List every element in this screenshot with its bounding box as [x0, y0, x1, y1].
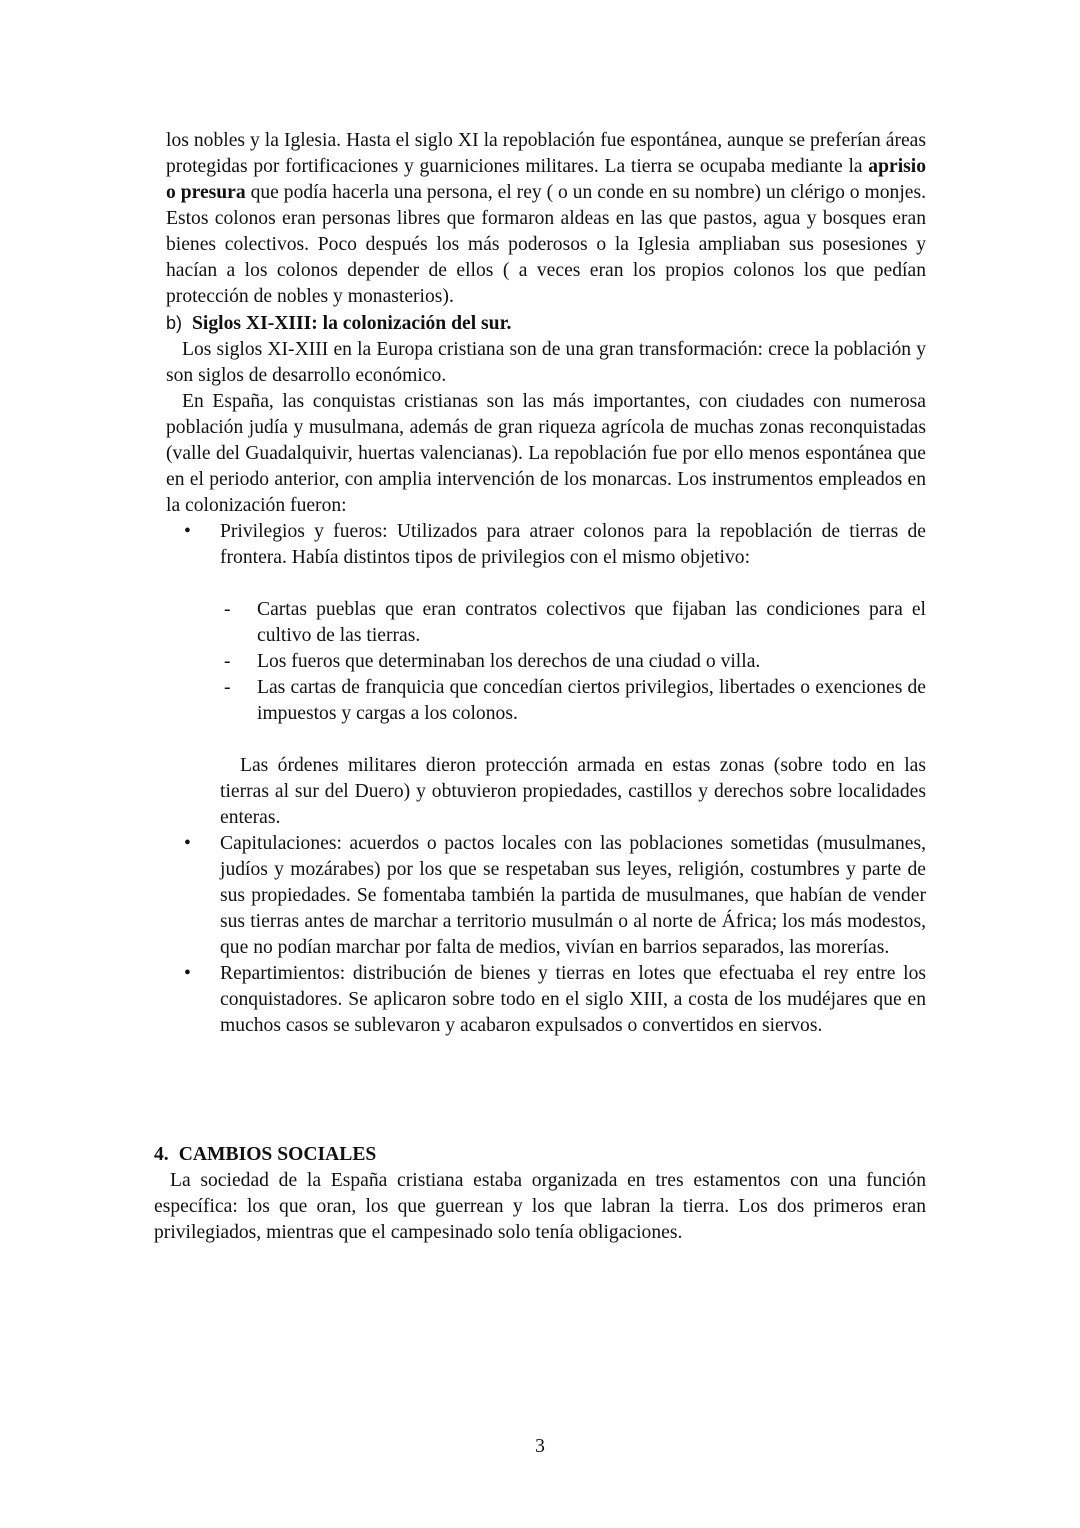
- subsection-heading: [166, 310, 926, 337]
- section-body: La sociedad de la España cristiana estaba organizada en tres estamentos con una función específica: los que oran, los que guerrean y los que labran la tierra. Los dos primeros eran privilegiados, mientras que el campesinado solo tenía obligaciones.: [154, 1170, 926, 1243]
- bullet-marker: •: [184, 521, 191, 542]
- paragraph-transformation: Los siglos XI-XIII en la Europa cristiana son de una gran transformación: crece la población y son siglos de desarrollo económico.: [166, 339, 926, 386]
- section-number: 4.: [154, 1144, 169, 1165]
- bullet-item-repartimientos: [166, 961, 926, 1039]
- page-number: 3: [535, 1436, 545, 1457]
- dash-marker: -: [224, 677, 231, 698]
- intro-paragraph: [166, 128, 926, 310]
- bullet-marker: •: [184, 833, 191, 854]
- subsection-title: Siglos XI-XIII: la colonización del sur.: [192, 313, 512, 334]
- dash-item-fueros: [166, 649, 926, 675]
- dash-item-cartas-pueblas: [166, 597, 926, 649]
- bullet-item-capitulaciones: [166, 831, 926, 961]
- paragraph-military-orders: Las órdenes militares dieron protección armada en estas zonas (sobre todo en las tierras al sur del Duero) y obtuvieron propiedades, castillos y derechos sobre localidades enteras.: [220, 755, 926, 828]
- section-heading: [154, 1142, 926, 1168]
- dash-list: [166, 597, 926, 727]
- document-body: [166, 128, 926, 1039]
- bullet-marker: •: [184, 963, 191, 984]
- paragraph-spain: En España, las conquistas cristianas son las más importantes, con ciudades con numerosa población judía y musulmana, además de gran riqueza agrícola de muchas zonas reconquistadas (valle del Guadalquivir, huertas valencianas). La repoblación fue por ello menos espontánea que en el periodo anterior, con amplia intervención de los monarcas. Los instrumentos empleados en la colonización fueron:: [166, 391, 926, 516]
- bullet-text: Capitulaciones: acuerdos o pactos locales con las poblaciones sometidas (musulmanes, judíos y mozárabes) por los que se respetaban sus leyes, religión, costumbres y parte de sus propiedades. Se fomentaba también la partida de musulmanes, que habían de vender sus tierras antes de marchar a territorio musulmán o al norte de África; los más modestos, que no podían marchar por falta de medios, vivían en barrios separados, las morerías.: [220, 833, 926, 958]
- intro-text-2: que podía hacerla una persona, el rey ( o un conde en su nombre) un clérigo o monjes. Estos colonos eran personas libres que formaron aldeas en las que pastos, agua y bosques eran bienes colectivos. Poco después los más poderosos o la Iglesia ampliaban sus posesiones y hacían a los colonos depender de ellos ( a veces eran los propios colonos los que pedían protección de nobles y monasterios).: [166, 182, 927, 307]
- dash-text: Los fueros que determinaban los derechos de una ciudad o villa.: [257, 651, 761, 672]
- dash-text: Las cartas de franquicia que concedían ciertos privilegios, libertades o exenciones de impuestos y cargas a los colonos.: [257, 677, 926, 724]
- subsection-letter: b): [166, 313, 183, 333]
- section-cambios-sociales: [154, 1142, 926, 1246]
- dash-item-cartas-franquicia: [166, 675, 926, 727]
- bullet-item-privilegios: [166, 519, 926, 571]
- dash-marker: -: [224, 599, 231, 620]
- intro-bold-term: aprisio o presura: [166, 156, 926, 203]
- dash-text: Cartas pueblas que eran contratos colectivos que fijaban las condiciones para el cultivo de las tierras.: [257, 599, 926, 646]
- dash-marker: -: [224, 651, 231, 672]
- bullet-text: Repartimientos: distribución de bienes y tierras en lotes que efectuaba el rey entre los conquistadores. Se aplicaron sobre todo en el siglo XIII, a costa de los mudéjares que en muchos casos se sublevaron y acabaron expulsados o convertidos en siervos.: [220, 963, 926, 1036]
- bullet-text: Privilegios y fueros: Utilizados para atraer colonos para la repoblación de tierras de frontera. Había distintos tipos de privilegios con el mismo objetivo:: [220, 521, 926, 568]
- section-title: CAMBIOS SOCIALES: [178, 1144, 377, 1165]
- intro-text-1: los nobles y la Iglesia. Hasta el siglo XI la repoblación fue espontánea, aunque se preferían áreas protegidas por fortificaciones y guarniciones militares. La tierra se ocupaba mediante la: [166, 130, 926, 177]
